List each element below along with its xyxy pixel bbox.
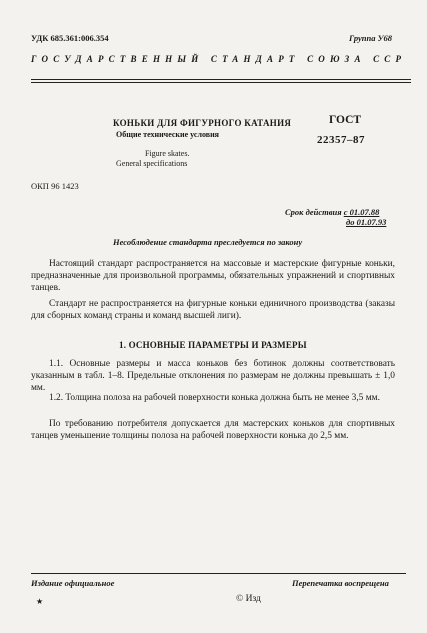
state-standard-heading: ГОСУДАРСТВЕННЫЙ СТАНДАРТ СОЮЗА ССР <box>31 54 407 64</box>
group-code: Группа У68 <box>349 33 393 43</box>
clause-1-2: 1.2. Толщина полоза на рабочей поверхности конька должна быть не менее 3,5 мм. <box>49 393 380 403</box>
clause-1-2-note: По требованию потребителя допускается для мастерских коньков для спортивных танцев уменьшение толщины полоза на рабочей поверхности конька до 2,5 мм. <box>31 419 395 441</box>
copyright-notice: © Изд <box>236 594 261 604</box>
okp-code: ОКП 96 1423 <box>31 181 79 191</box>
gost-label: ГОСТ <box>329 114 362 126</box>
gost-number: 22357–87 <box>317 134 365 146</box>
validity-term <box>285 207 379 217</box>
clause-1-1: 1.1. Основные размеры и масса коньков без ботинок должны соответствовать указанным в табл. 1–8. Предельные отклонения по размерам не должны превышать ± 1,0 мм. <box>31 359 395 393</box>
star-mark: ★ <box>36 597 44 606</box>
law-notice: Несоблюдение стандарта преследуется по закону <box>113 237 303 247</box>
english-subtitle: General specifications <box>116 159 188 168</box>
header-rule <box>31 79 411 80</box>
official-edition-note: Издание официальное <box>31 578 115 588</box>
section-1-title: 1. ОСНОВНЫЕ ПАРАМЕТРЫ И РАЗМЕРЫ <box>119 340 307 350</box>
reprint-prohibited-note: Перепечатка воспрещена <box>292 578 389 588</box>
validity-prefix: Срок действия <box>285 207 342 217</box>
header-rule-thin <box>31 82 411 83</box>
validity-to: до 01.07.93 <box>346 217 387 227</box>
footer-rule <box>31 573 406 574</box>
intro-paragraph-2: Стандарт не распространяется на фигурные коньки единичного производства (заказы для сборных команд страны и команд высшей лиги). <box>31 299 395 321</box>
validity-from: с 01.07.88 <box>343 207 380 217</box>
intro-paragraph-1: Настоящий стандарт распространяется на массовые и мастерские фигурные коньки, предназначенные для произвольной программы, обязательных упражнений и спортивных танцев. <box>31 259 395 293</box>
document-subtitle: Общие технические условия <box>116 130 220 139</box>
udk-code: УДК 685.361:006.354 <box>31 33 109 43</box>
document-title: КОНЬКИ ДЛЯ ФИГУРНОГО КАТАНИЯ <box>113 118 292 128</box>
english-title: Figure skates. <box>145 149 190 158</box>
